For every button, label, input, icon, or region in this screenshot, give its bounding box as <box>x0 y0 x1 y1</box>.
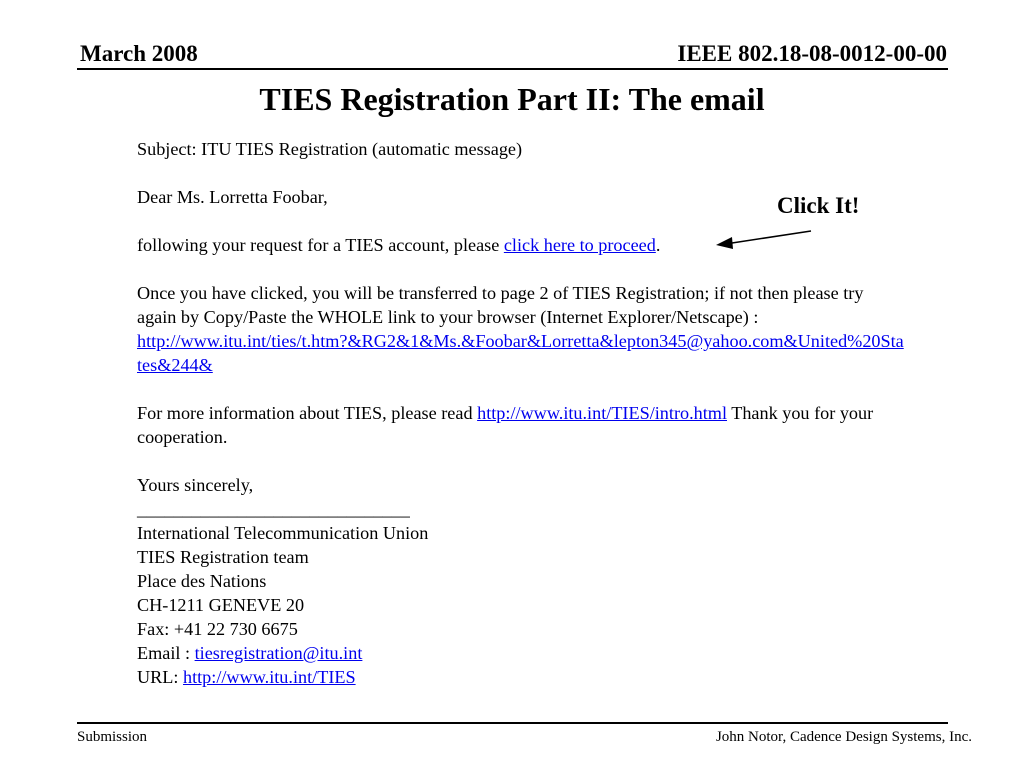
signature-separator: ______________________________ <box>137 499 410 519</box>
email-greeting: Dear Ms. Lorretta Foobar, <box>137 187 328 207</box>
email-request-line <box>137 233 907 257</box>
signature-url-line <box>137 665 907 689</box>
signature-address-2: CH-1211 GENEVE 20 <box>137 595 305 615</box>
ties-url-link[interactable]: http://www.itu.int/TIES <box>182 667 356 687</box>
request-suffix: . <box>655 235 661 255</box>
contact-email-link[interactable]: tiesregistration@itu.int <box>194 643 363 663</box>
signature-address-1: Place des Nations <box>137 571 267 591</box>
email-label: Email : <box>137 643 195 663</box>
info-suffix: Thank you for your cooperation. <box>137 403 874 447</box>
url-label: URL: <box>137 667 183 687</box>
signature-email-line <box>137 641 907 665</box>
footer-divider <box>77 722 948 724</box>
info-prefix: For more information about TIES, please read <box>137 403 478 423</box>
email-transfer-text: Once you have clicked, you will be transferred to page 2 of TIES Registration; if not then please try again by Copy/Paste the WHOLE link to your browser (Internet Explorer/Netscape) : <box>137 283 864 327</box>
email-subject: Subject: ITU TIES Registration (automatic message) <box>137 139 523 159</box>
signature-team: TIES Registration team <box>137 547 309 567</box>
registration-link[interactable]: http://www.itu.int/ties/t.htm?&RG2&1&Ms.&Foobar&Lorretta&lepton345@yahoo.com&United%20States&244& <box>137 331 904 375</box>
signature-fax: Fax: +41 22 730 6675 <box>137 619 298 639</box>
signature-org: International Telecommunication Union <box>137 523 429 543</box>
proceed-link[interactable]: click here to proceed <box>503 235 656 255</box>
header-date: March 2008 <box>80 41 198 66</box>
request-prefix: following your request for a TIES account, please <box>137 235 504 255</box>
footer-submission: Submission <box>77 729 148 745</box>
email-closing: Yours sincerely, <box>137 475 254 495</box>
footer-author: John Notor, Cadence Design Systems, Inc. <box>715 729 972 745</box>
slide-title: TIES Registration Part II: The email <box>259 81 765 117</box>
info-link[interactable]: http://www.itu.int/TIES/intro.html <box>477 403 728 423</box>
header-divider <box>77 68 948 70</box>
click-it-callout: Click It! <box>777 193 860 218</box>
header-doc-id: IEEE 802.18-08-0012-00-00 <box>677 41 947 66</box>
email-info-line <box>137 401 907 449</box>
